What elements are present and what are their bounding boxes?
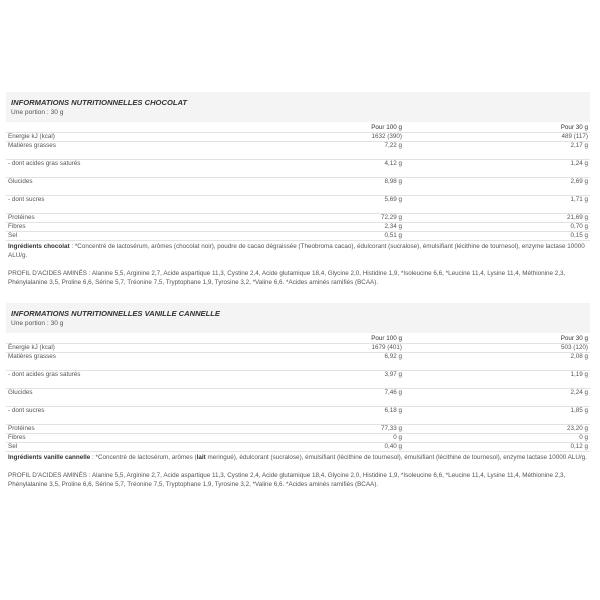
row-label: Protéines xyxy=(8,425,35,432)
row-label: Matières grasses xyxy=(8,142,56,149)
amino-acid-profile: PROFIL D'ACIDES AMINÉS : Alanine 5,5, Arginine 2,7, Acide aspartique 11,3, Cystine 2,4, Acide glutamique 18,4, Glycine 2,0, Histidine 1,9, *Isoleucine 6,6, *Leucine 11,4, Lysine 11,4, Méthionine 2,3, Phénylalanine 3,5, Proline 6,6, Sérine 5,7, Tréonine 7,5, Tryptophane 1,9, Tyrosine 3,2, *Valine 6,6. *Acides aminés ramifiés (BCAA). xyxy=(8,270,566,286)
table-row xyxy=(6,160,590,178)
row-value-100g: 7,46 g xyxy=(384,389,402,396)
row-label: Matières grasses xyxy=(8,353,56,360)
amino-acid-profile: PROFIL D'ACIDES AMINÉS : Alanine 5,5, Arginine 2,7, Acide aspartique 11,3, Cystine 2,4, Acide glutamique 18,4, Glycine 2,0, Histidine 1,9, *Isoleucine 6,6, *Leucine 11,4, Lysine 11,4, Méthionine 2,3, Phénylalanine 3,5, Proline 6,6, Sérine 5,7, Tréonine 7,5, Tryptophane 1,9, Tyrosine 3,2, *Valine 6,6. *Acides aminés ramifiés (BCAA). xyxy=(8,472,566,488)
row-value-30g: 489 (117) xyxy=(561,133,588,140)
serving-size: Une portion : 30 g xyxy=(11,320,64,327)
table-row xyxy=(6,434,590,443)
row-value-30g: 23,20 g xyxy=(566,425,588,432)
header-label xyxy=(6,333,290,344)
header-per-30g: Pour 30 g xyxy=(560,335,588,342)
ingredients-allergen: lait xyxy=(196,454,206,461)
row-value-100g: 6,18 g xyxy=(384,407,402,414)
table-header-row xyxy=(6,122,590,133)
table-row xyxy=(6,389,590,407)
row-value-100g: 4,12 g xyxy=(384,160,402,167)
row-value-30g: 0,15 g xyxy=(570,232,588,239)
row-value-100g: 3,97 g xyxy=(384,371,402,378)
ingredients-list: : *Concentré de lactosérum, arômes (chocolat noir), poudre de cacao dégraissée (Theobroma cacao), édulcorant (sucralose), émulsifiant (lécithine de tournesol), enzyme lactase 10000 ALU/g. xyxy=(8,243,585,259)
table-row xyxy=(6,425,590,434)
header-label xyxy=(6,122,290,133)
row-value-30g: 1,85 g xyxy=(570,407,588,414)
row-value-100g: 1632 (390) xyxy=(371,133,402,140)
row-label: - dont acides gras saturés xyxy=(8,371,81,378)
table-row xyxy=(6,344,590,353)
table-row xyxy=(6,371,590,389)
table-row xyxy=(6,142,590,160)
row-value-100g: 77,33 g xyxy=(380,425,402,432)
row-value-30g: 21,69 g xyxy=(566,214,588,221)
row-value-30g: 1,24 g xyxy=(570,160,588,167)
row-value-100g: 0,51 g xyxy=(384,232,402,239)
row-label: - dont sucres xyxy=(8,196,45,203)
row-value-100g: 6,92 g xyxy=(384,353,402,360)
ingredients-text xyxy=(6,453,590,462)
ingredients-list-part-1: : *Concentré de lactosérum, arômes ( xyxy=(90,454,197,461)
row-label: Énergie kJ (kcal) xyxy=(8,344,55,351)
row-label: Glucides xyxy=(8,389,33,396)
row-label: Sel xyxy=(8,443,18,450)
header-per-30g: Pour 30 g xyxy=(560,124,588,131)
section-header xyxy=(6,303,590,333)
row-value-100g: 8,98 g xyxy=(384,178,402,185)
row-value-30g: 2,69 g xyxy=(570,178,588,185)
table-row xyxy=(6,407,590,425)
row-value-100g: 0,40 g xyxy=(384,443,402,450)
ingredients-text xyxy=(6,242,590,260)
row-label: - dont acides gras saturés xyxy=(8,160,81,167)
row-value-100g: 5,69 g xyxy=(384,196,402,203)
row-value-100g: 0 g xyxy=(393,434,402,441)
serving-size: Une portion : 30 g xyxy=(11,109,64,116)
row-value-30g: 0 g xyxy=(579,434,588,441)
table-row xyxy=(6,232,590,241)
row-value-30g: 2,08 g xyxy=(570,353,588,360)
table-row xyxy=(6,353,590,371)
row-label: - dont sucres xyxy=(8,407,45,414)
section-vanille-cannelle xyxy=(6,303,590,489)
ingredients-list-part-2: meringué), édulcorant (sucralose), émulsifiant (lécithine de tournesol), émulsifiant (lécithine de tournesol), enzyme lactase 10000 ALU/g. xyxy=(205,454,587,461)
row-label: Sel xyxy=(8,232,18,239)
row-label: Protéines xyxy=(8,214,35,221)
nutrition-table xyxy=(6,333,590,452)
row-value-30g: 1,71 g xyxy=(570,196,588,203)
row-value-30g: 503 (120) xyxy=(561,344,588,351)
row-value-100g: 1679 (401) xyxy=(371,344,402,351)
header-per-100g: Pour 100 g xyxy=(371,124,402,131)
row-value-30g: 2,24 g xyxy=(570,389,588,396)
table-row xyxy=(6,133,590,142)
nutrition-table xyxy=(6,122,590,241)
row-label: Fibres xyxy=(8,434,26,441)
ingredients-label: Ingrédients vanille cannelle xyxy=(8,454,91,461)
table-row xyxy=(6,443,590,452)
section-title: INFORMATIONS NUTRITIONNELLES VANILLE CANNELLE xyxy=(11,309,220,318)
table-header-row xyxy=(6,333,590,344)
row-value-30g: 1,19 g xyxy=(570,371,588,378)
row-label: Fibres xyxy=(8,223,26,230)
row-label: Glucides xyxy=(8,178,33,185)
row-value-30g: 0,12 g xyxy=(570,443,588,450)
row-value-30g: 2,17 g xyxy=(570,142,588,149)
row-label: Energie kJ (kcal) xyxy=(8,133,55,140)
section-chocolat xyxy=(6,92,590,287)
row-value-100g: 2,34 g xyxy=(384,223,402,230)
table-row xyxy=(6,214,590,223)
row-value-100g: 7,22 g xyxy=(384,142,402,149)
table-row xyxy=(6,178,590,196)
header-per-100g: Pour 100 g xyxy=(371,335,402,342)
section-header xyxy=(6,92,590,122)
table-row xyxy=(6,223,590,232)
section-title: INFORMATIONS NUTRITIONNELLES CHOCOLAT xyxy=(11,98,188,107)
row-value-30g: 0,70 g xyxy=(570,223,588,230)
table-row xyxy=(6,196,590,214)
ingredients-label: Ingrédients chocolat xyxy=(8,243,70,250)
row-value-100g: 72,29 g xyxy=(380,214,402,221)
